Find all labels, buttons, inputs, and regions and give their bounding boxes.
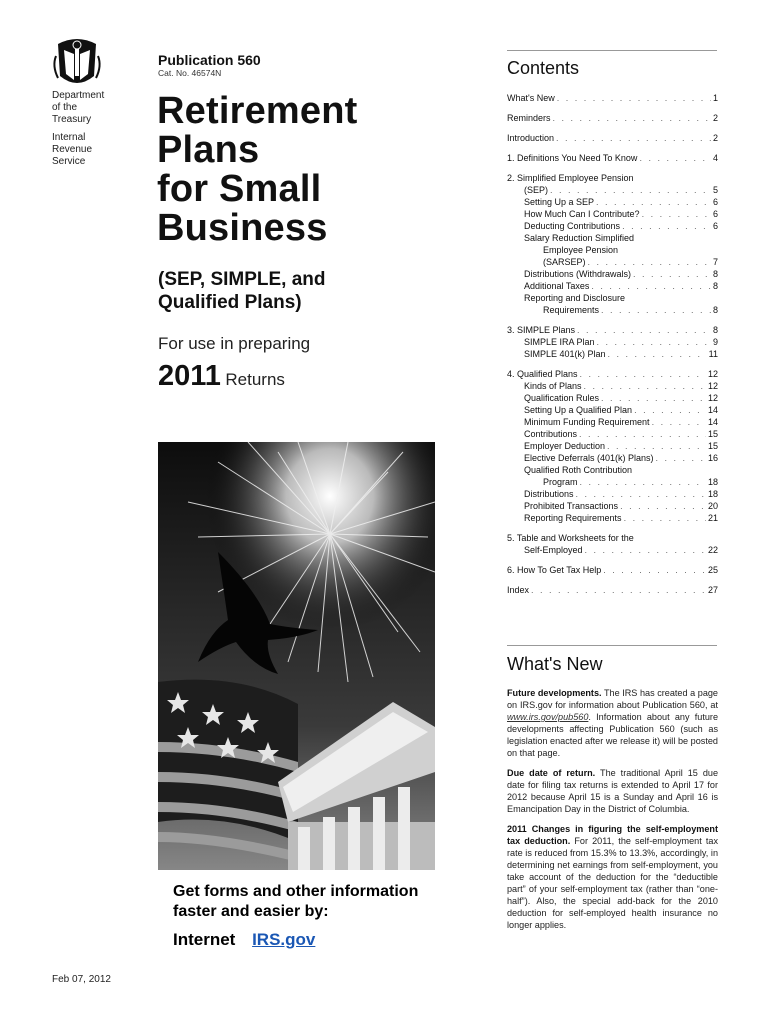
toc-entry[interactable]	[507, 324, 718, 336]
toc-label: 4. Qualified Plans	[507, 369, 578, 379]
toc-entry[interactable]	[507, 452, 718, 464]
toc-label[interactable]: Employee Pension	[543, 245, 619, 255]
toc-entry[interactable]	[507, 348, 718, 360]
publication-number: Publication 560	[158, 52, 261, 68]
document-subtitle	[158, 268, 326, 314]
toc-label: Contributions	[524, 429, 578, 439]
toc-entry[interactable]	[507, 476, 718, 488]
toc-entry[interactable]	[507, 500, 718, 512]
toc-page: 8	[712, 269, 718, 279]
whats-new-top-rule	[507, 645, 717, 646]
whats-new-body	[507, 687, 718, 939]
toc-label: Distributions	[524, 489, 574, 499]
toc-page: 7	[712, 257, 718, 267]
get-forms-text: Get forms and other information faster and easier by:	[173, 883, 419, 920]
toc-label: What's New	[507, 93, 555, 103]
toc-label: (SEP)	[524, 185, 549, 195]
toc-page: 4	[712, 153, 718, 163]
toc-entry[interactable]	[507, 92, 718, 104]
toc-label: How Much Can I Contribute?	[524, 209, 640, 219]
toc-page: 6	[712, 221, 718, 231]
toc-entry[interactable]	[507, 268, 718, 280]
agency-name	[52, 90, 104, 168]
toc-page: 15	[707, 429, 718, 439]
toc-entry[interactable]	[507, 256, 718, 268]
contents-top-rule	[507, 50, 717, 51]
toc-label: Reporting Requirements	[524, 513, 622, 523]
toc-entry[interactable]	[507, 416, 718, 428]
toc-entry[interactable]	[507, 392, 718, 404]
paragraph-future-developments	[507, 687, 718, 759]
toc-entry[interactable]	[507, 512, 718, 524]
toc-label: Qualification Rules	[524, 393, 600, 403]
service-line-3: Service	[52, 156, 86, 167]
whats-new-heading: What's New	[507, 654, 603, 674]
subtitle-line-1: (SEP, SIMPLE, and	[158, 269, 326, 290]
toc-entry[interactable]	[507, 132, 718, 144]
service-line-1: Internal	[52, 132, 86, 143]
toc-entry[interactable]	[507, 584, 718, 596]
toc-page: 11	[708, 349, 718, 359]
toc-label: Minimum Funding Requirement	[524, 417, 650, 427]
toc-page: 18	[707, 477, 718, 487]
document-title	[157, 92, 358, 248]
toc-entry[interactable]	[507, 336, 718, 348]
toc-entry[interactable]	[507, 564, 718, 576]
toc-entry[interactable]	[507, 428, 718, 440]
toc-page: 14	[707, 405, 718, 415]
toc-label: Self-Employed	[524, 545, 583, 555]
paragraph-text: For 2011, the self-employment tax rate is reduced from 15.3% to 13.3%, accordingly, in determining net earnings from self-employment, you take account of the deduction for the “deductible part” of your self-employment tax (rather than “one-half”). Also, the special add-back for the 2010 deduction for self-employed health insurance no longer applies.	[507, 836, 719, 930]
paragraph-text: The IRS has created a page on IRS.gov for information about Publication 560, at	[507, 688, 718, 710]
paragraph-due-date	[507, 767, 718, 815]
paragraph-title: Due date of return.	[507, 768, 596, 778]
toc-label: (SARSEP)	[543, 257, 586, 267]
toc-label: Deducting Contributions	[524, 221, 621, 231]
toc-page: 12	[707, 369, 718, 379]
toc-page: 2	[712, 113, 718, 123]
toc-entry[interactable]	[507, 380, 718, 392]
toc-label: SIMPLE IRA Plan	[524, 337, 595, 347]
toc-label: Introduction	[507, 133, 555, 143]
department-line-3: Treasury	[52, 114, 92, 125]
toc-page: 16	[707, 453, 718, 463]
toc-label: 3. SIMPLE Plans	[507, 325, 576, 335]
cover-text-panel	[173, 882, 433, 950]
table-of-contents	[507, 92, 718, 596]
toc-page: 1	[712, 93, 718, 103]
toc-label[interactable]: Qualified Roth Contribution	[524, 465, 633, 475]
pub560-link[interactable]: www.irs.gov/pub560	[507, 712, 589, 722]
department-line-1: Department	[52, 90, 105, 101]
toc-page: 14	[707, 417, 718, 427]
toc-chapter-title[interactable]: 5. Table and Worksheets for the	[507, 533, 634, 543]
toc-page: 21	[707, 513, 718, 523]
toc-page: 20	[707, 501, 718, 511]
toc-label: Kinds of Plans	[524, 381, 582, 391]
toc-entry[interactable]	[507, 208, 718, 220]
use-for-text: For use in preparing	[158, 334, 311, 353]
toc-entry[interactable]	[507, 112, 718, 124]
toc-label[interactable]: Salary Reduction Simplified	[524, 233, 635, 243]
toc-page: 15	[707, 441, 718, 451]
title-line-3: for Small	[157, 168, 322, 210]
toc-label: Requirements	[543, 305, 600, 315]
revision-date: Feb 07, 2012	[52, 974, 111, 985]
paragraph-se-tax-changes	[507, 823, 718, 931]
internet-line	[173, 930, 433, 950]
toc-entry[interactable]	[507, 280, 718, 292]
irs-gov-link[interactable]: IRS.gov	[252, 930, 316, 949]
tax-year: 2011	[158, 360, 221, 392]
toc-page: 5	[712, 185, 718, 195]
subtitle-line-2: Qualified Plans)	[158, 292, 302, 313]
toc-entry[interactable]	[507, 368, 718, 380]
toc-chapter-title[interactable]: 2. Simplified Employee Pension	[507, 173, 634, 183]
returns-word: Returns	[225, 370, 285, 389]
cover-illustration	[158, 442, 435, 958]
toc-page: 27	[707, 585, 718, 595]
toc-page: 12	[707, 393, 718, 403]
toc-label: SIMPLE 401(k) Plan	[524, 349, 606, 359]
service-line-2: Revenue	[52, 144, 93, 155]
toc-label: Setting Up a SEP	[524, 197, 595, 207]
toc-page: 8	[712, 281, 718, 291]
toc-entry[interactable]	[507, 488, 718, 500]
toc-label[interactable]: Reporting and Disclosure	[524, 293, 626, 303]
department-line-2: of the	[52, 102, 78, 113]
title-line-1: Retirement	[157, 90, 358, 132]
toc-entry[interactable]	[507, 544, 718, 556]
toc-entry[interactable]	[507, 152, 718, 164]
toc-label: 6. How To Get Tax Help	[507, 565, 602, 575]
toc-label: Additional Taxes	[524, 281, 590, 291]
toc-entry[interactable]	[507, 196, 718, 208]
toc-page: 6	[712, 197, 718, 207]
toc-page: 8	[712, 305, 718, 315]
toc-label: Setting Up a Qualified Plan	[524, 405, 633, 415]
paragraph-title: 2011 Changes in figuring the self-employment tax deduction.	[507, 824, 718, 846]
toc-entry[interactable]	[507, 440, 718, 452]
toc-label: Reminders	[507, 113, 551, 123]
internet-label: Internet	[173, 930, 236, 949]
paragraph-text: The traditional April 15 due date for filing tax returns is extended to April 17 for 2012 because April 15 is a Sunday and April 16 is Emancipation Day in the District of Columbia.	[507, 768, 719, 814]
toc-entry[interactable]	[507, 404, 718, 416]
toc-label: Employer Deduction	[524, 441, 606, 451]
title-line-4: Business	[157, 207, 328, 249]
toc-label: 1. Definitions You Need To Know	[507, 153, 638, 163]
toc-page: 18	[707, 489, 718, 499]
toc-page: 2	[712, 133, 718, 143]
toc-page: 12	[707, 381, 718, 391]
paragraph-text: . Information about any future developments affecting Publication 560 (such as legislation enacted after we release it) will be posted on that page.	[507, 712, 718, 758]
toc-label: Index	[507, 585, 530, 595]
toc-label: Distributions (Withdrawals)	[524, 269, 632, 279]
irs-eagle-seal-logo	[50, 36, 104, 90]
toc-page: 22	[707, 545, 718, 555]
contents-heading: Contents	[507, 58, 580, 78]
paragraph-title: Future developments.	[507, 688, 602, 698]
toc-entry[interactable]	[507, 184, 718, 196]
tax-year-line	[158, 360, 285, 393]
toc-label: Program	[543, 477, 578, 487]
toc-page: 6	[712, 209, 718, 219]
toc-label: Elective Deferrals (401(k) Plans)	[524, 453, 654, 463]
toc-entry[interactable]	[507, 304, 718, 316]
toc-label: Prohibited Transactions	[524, 501, 619, 511]
catalog-number: Cat. No. 46574N	[158, 68, 222, 78]
toc-entry[interactable]	[507, 220, 718, 232]
title-line-2: Plans	[157, 129, 260, 171]
toc-page: 9	[712, 337, 718, 347]
toc-page: 25	[707, 565, 718, 575]
toc-page: 8	[712, 325, 718, 335]
